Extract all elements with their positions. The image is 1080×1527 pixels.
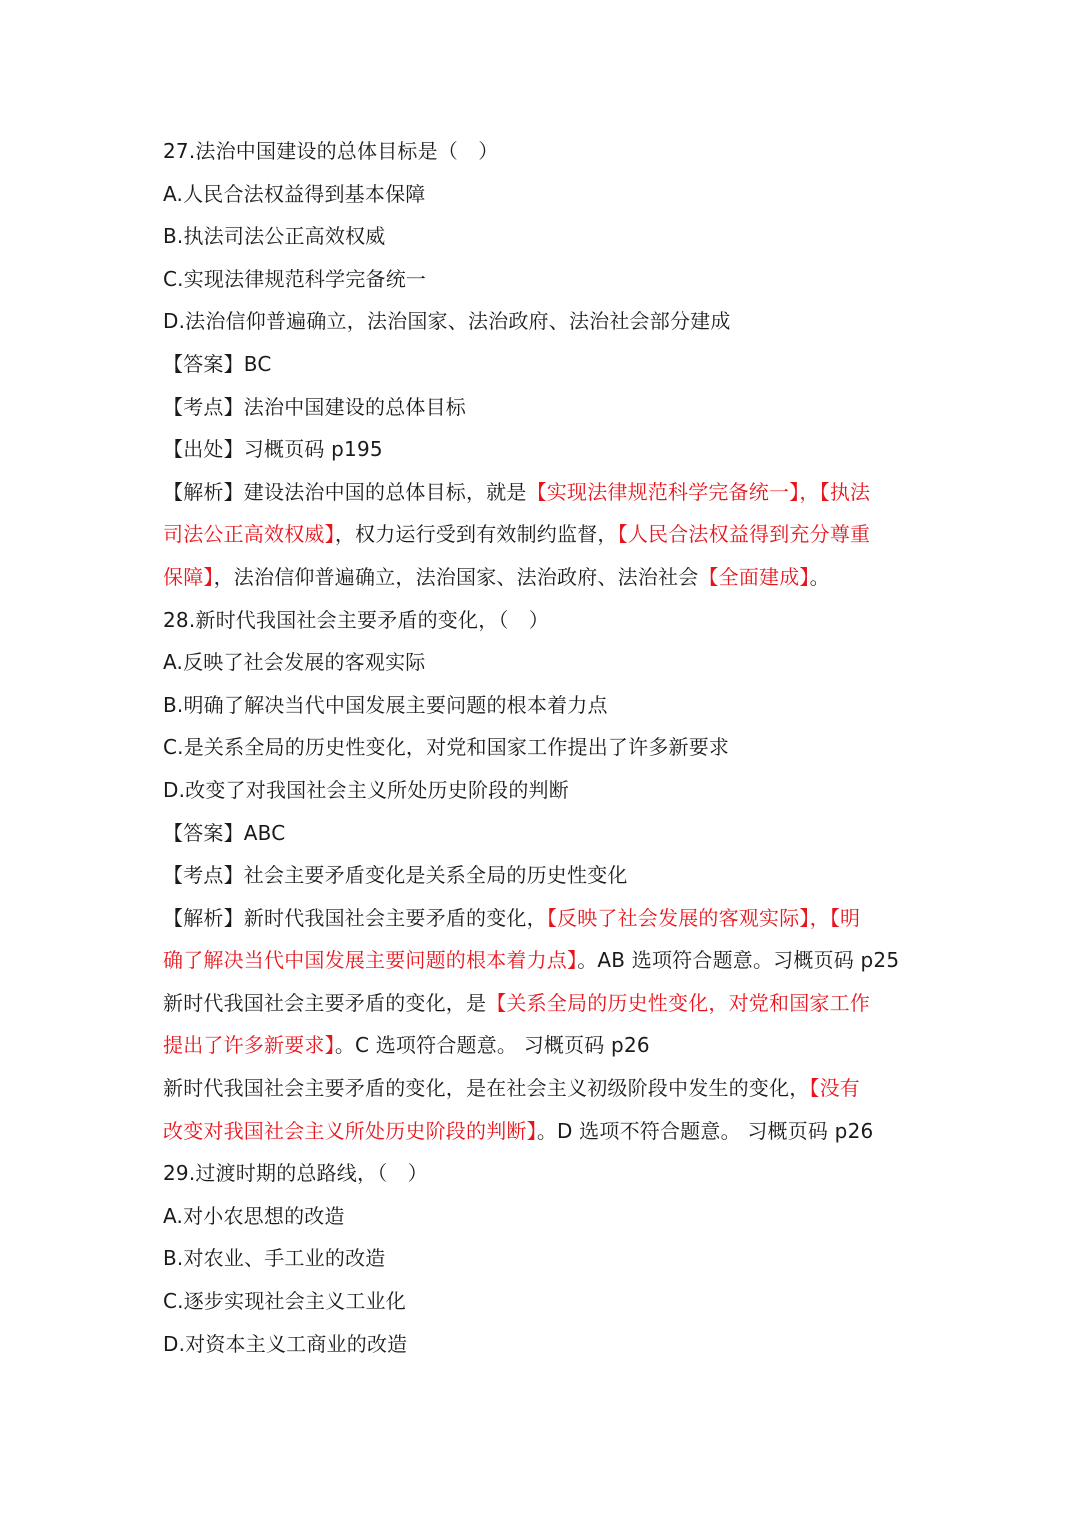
- text-segment: 。D 选项不符合题意。 习概页码 p26: [536, 1118, 874, 1143]
- text-segment: 。: [809, 564, 830, 589]
- text-line: [163, 769, 923, 812]
- text-line: [163, 684, 923, 727]
- text-segment: C.逐步实现社会主义工业化: [163, 1289, 406, 1314]
- text-line: [163, 1195, 923, 1238]
- text-line: [163, 1067, 923, 1110]
- text-segment: 28.新时代我国社会主要矛盾的变化，（ ）: [163, 607, 550, 632]
- text-line: [163, 300, 923, 343]
- highlighted-text: 司法公正高效权威】: [163, 522, 335, 547]
- highlighted-text: 【没有: [809, 1076, 861, 1101]
- highlighted-text: 【实现法律规范科学完备统一】: [526, 479, 800, 504]
- text-segment: A.反映了社会发展的客观实际: [163, 650, 426, 675]
- text-line: [163, 258, 923, 301]
- text-segment: 【答案】BC: [163, 351, 272, 376]
- text-segment: 新时代我国社会主要矛盾的变化，是在社会主义初级阶段中发生的变化，: [163, 1076, 810, 1101]
- highlighted-text: 确了解决当代中国发展主要问题的根本着力点】: [163, 948, 578, 973]
- text-line: [163, 812, 923, 855]
- highlighted-text: 保障】: [163, 564, 214, 589]
- text-line: [163, 1024, 923, 1067]
- text-line: [163, 897, 923, 940]
- text-line: [163, 982, 923, 1025]
- text-segment: ，权力运行受到有效制约监督，: [334, 522, 618, 547]
- text-segment: 。AB 选项符合题意。习概页码 p25: [577, 948, 900, 973]
- highlighted-text: 【关系全局的历史性变化，对党和国家工作: [486, 990, 871, 1015]
- text-segment: C.实现法律规范科学完备统一: [163, 266, 427, 291]
- highlighted-text: ，: [809, 905, 830, 930]
- text-segment: ，法治信仰普遍确立，法治国家、法治政府、法治社会: [213, 564, 699, 589]
- highlighted-text: 改变对我国社会主义所处历史阶段的判断】: [163, 1118, 537, 1143]
- text-line: [163, 173, 923, 216]
- highlighted-text: 【人民合法权益得到充分尊重: [617, 522, 871, 547]
- text-line: [163, 343, 923, 386]
- text-segment: 【考点】法治中国建设的总体目标: [163, 394, 466, 419]
- text-line: [163, 428, 923, 471]
- text-line: [163, 215, 923, 258]
- text-line: [163, 1237, 923, 1280]
- text-segment: D.法治信仰普遍确立，法治国家、法治政府、法治社会部分建成: [163, 309, 731, 334]
- highlighted-text: 提出了许多新要求】: [163, 1033, 335, 1058]
- highlighted-text: 【明: [829, 905, 861, 930]
- text-line: [163, 513, 923, 556]
- text-segment: 【解析】新时代我国社会主要矛盾的变化，: [163, 905, 547, 930]
- text-segment: 新时代我国社会主要矛盾的变化，是: [163, 990, 487, 1015]
- text-segment: D.对资本主义工商业的改造: [163, 1331, 408, 1356]
- text-segment: 【考点】社会主要矛盾变化是关系全局的历史性变化: [163, 863, 628, 888]
- document-page: [163, 130, 923, 1365]
- text-line: [163, 854, 923, 897]
- text-segment: A.人民合法权益得到基本保障: [163, 181, 426, 206]
- text-segment: B.明确了解决当代中国发展主要问题的根本着力点: [163, 692, 608, 717]
- text-line: [163, 1110, 923, 1153]
- text-line: [163, 556, 923, 599]
- text-segment: 27.法治中国建设的总体目标是（ ）: [163, 139, 499, 163]
- text-line: [163, 1280, 923, 1323]
- highlighted-text: 【反映了社会发展的客观实际】: [546, 905, 810, 930]
- text-segment: 【出处】习概页码 p195: [163, 437, 383, 462]
- text-segment: D.改变了对我国社会主义所处历史阶段的判断: [163, 777, 569, 802]
- text-segment: 29.过渡时期的总路线，（ ）: [163, 1161, 428, 1186]
- text-line: [163, 599, 923, 642]
- text-line: [163, 1152, 923, 1195]
- highlighted-text: 【全面建成】: [698, 564, 810, 589]
- text-line: [163, 939, 923, 982]
- text-segment: 【解析】建设法治中国的总体目标，就是: [163, 479, 527, 504]
- text-line: [163, 641, 923, 684]
- text-line: [163, 386, 923, 429]
- highlighted-text: ，: [799, 479, 820, 504]
- text-line: [163, 471, 923, 514]
- text-line: [163, 130, 923, 173]
- text-segment: A.对小农思想的改造: [163, 1203, 345, 1228]
- text-segment: C.是关系全局的历史性变化，对党和国家工作提出了许多新要求: [163, 735, 730, 760]
- text-segment: 。C 选项符合题意。 习概页码 p26: [334, 1033, 650, 1058]
- text-segment: B.执法司法公正高效权威: [163, 224, 386, 249]
- text-line: [163, 726, 923, 769]
- text-line: [163, 1323, 923, 1366]
- text-segment: B.对农业、手工业的改造: [163, 1246, 386, 1271]
- highlighted-text: 【执法: [819, 479, 871, 504]
- text-segment: 【答案】ABC: [163, 820, 286, 845]
